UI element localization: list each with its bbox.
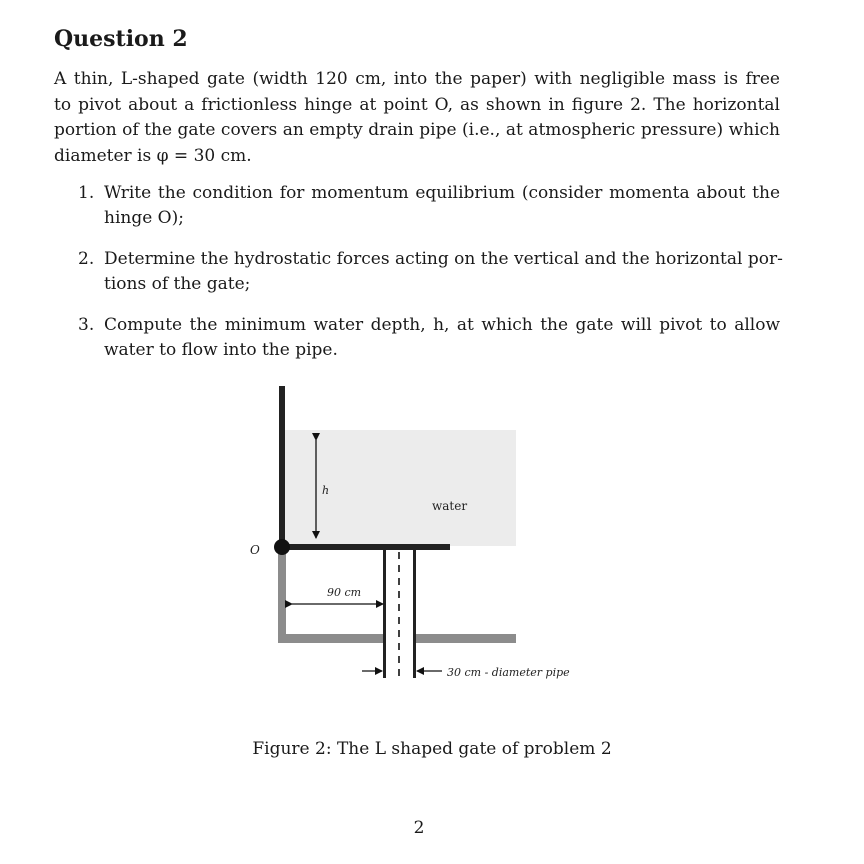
cavity-bottom-wall [278, 634, 385, 643]
list-item-number: 2. [78, 249, 95, 269]
reservoir-floor [415, 634, 516, 643]
label-hinge-o: O [250, 543, 260, 557]
cavity-left-wall [278, 553, 286, 643]
label-pipe-diameter: 30 cm - diameter pipe [447, 666, 570, 679]
question-heading: Question 2 [54, 26, 188, 52]
label-90cm: 90 cm [327, 586, 362, 599]
intro-line-4: diameter is φ = 30 cm. [54, 145, 252, 166]
intro-line-3: portion of the gate covers an empty drain pipe (i.e., at atmospheric pressure) which [54, 120, 780, 140]
label-h: h [322, 484, 330, 497]
gate-vertical-portion [279, 386, 285, 549]
problem-statement [54, 67, 780, 169]
pipe-right-wall [413, 549, 416, 678]
pipe-left-wall [383, 549, 386, 678]
gate-horizontal-portion [279, 544, 450, 550]
list-item-line: water to flow into the pipe. [104, 340, 338, 360]
water-region [285, 430, 516, 546]
intro-line-1: A thin, L-shaped gate (width 120 cm, into the paper) with negligible mass is free [54, 69, 780, 89]
list-item-line: Write the condition for momentum equilibrium (consider momenta about the [104, 183, 780, 203]
list-item-line: hinge O); [104, 208, 184, 228]
list-item-number: 1. [78, 183, 95, 203]
list-item-line: Compute the minimum water depth, h, at which the gate will pivot to allow [104, 315, 780, 335]
gate-figure [230, 380, 610, 700]
list-item-line: Determine the hydrostatic forces acting on the vertical and the horizontal por- [104, 249, 783, 269]
list-item-number: 3. [78, 315, 95, 335]
hinge-point [274, 539, 290, 555]
figure-caption [0, 739, 864, 759]
figure-caption-text: Figure 2: The L shaped gate of problem 2 [252, 739, 612, 759]
intro-line-2: to pivot about a frictionless hinge at point O, as shown in figure 2. The horizontal [54, 94, 780, 115]
list-item-line: tions of the gate; [104, 274, 251, 294]
label-water: water [432, 499, 468, 513]
page-number: 2 [413, 818, 425, 838]
